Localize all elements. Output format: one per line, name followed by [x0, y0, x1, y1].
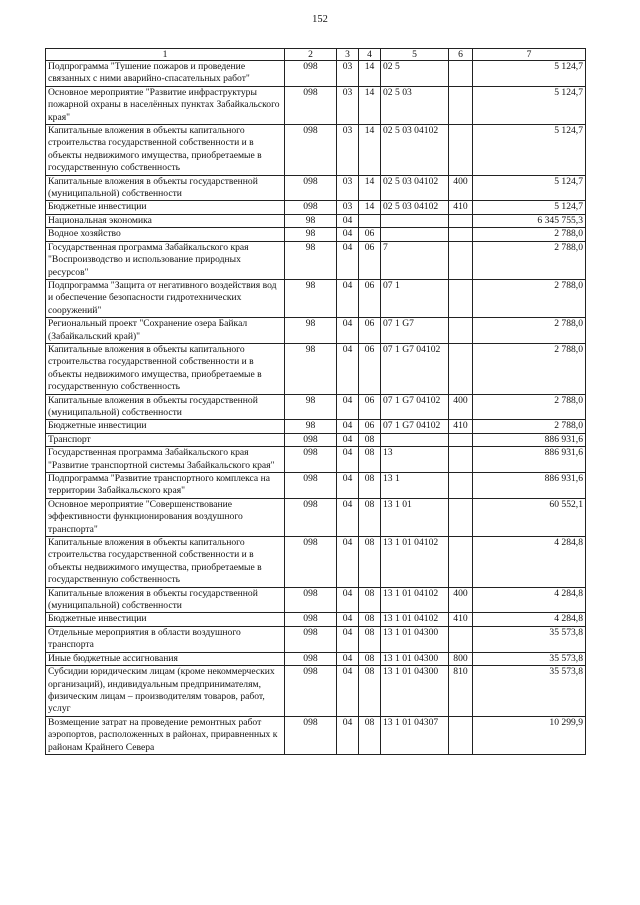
amount-cell: 4 284,8 [473, 613, 586, 626]
admin-code-cell: 98 [285, 241, 337, 279]
amount-cell: 2 788,0 [473, 279, 586, 317]
admin-code-cell: 098 [285, 666, 337, 717]
admin-code-cell: 98 [285, 228, 337, 241]
subsection-cell: 08 [359, 447, 381, 473]
row-name-cell: Транспорт [46, 433, 285, 446]
amount-cell: 6 345 755,3 [473, 214, 586, 227]
subsection-cell: 08 [359, 613, 381, 626]
section-cell: 04 [337, 537, 359, 588]
section-cell: 04 [337, 420, 359, 433]
section-cell: 03 [337, 201, 359, 214]
target-article-cell [381, 228, 449, 241]
expense-type-cell [449, 241, 473, 279]
table-header-row [46, 49, 586, 61]
admin-code-cell: 098 [285, 626, 337, 652]
table-row [46, 420, 586, 433]
row-name-cell: Капитальные вложения в объекты капитального строительства государственной собственности и в объекты недвижимого имущества, приобретаемые в государственную собственность [46, 537, 285, 588]
row-name-cell: Капитальные вложения в объекты государственной (муниципальной) собственности [46, 587, 285, 613]
table-row [46, 228, 586, 241]
admin-code-cell: 98 [285, 214, 337, 227]
section-cell: 04 [337, 666, 359, 717]
section-cell: 04 [337, 613, 359, 626]
table-row [46, 498, 586, 536]
table-row [46, 537, 586, 588]
expense-type-cell: 410 [449, 201, 473, 214]
amount-cell: 2 788,0 [473, 420, 586, 433]
target-article-cell: 07 1 G7 04102 [381, 394, 449, 420]
admin-code-cell: 98 [285, 343, 337, 394]
target-article-cell [381, 214, 449, 227]
section-cell: 03 [337, 125, 359, 176]
target-article-cell: 02 5 03 04102 [381, 201, 449, 214]
amount-cell: 886 931,6 [473, 473, 586, 499]
admin-code-cell: 098 [285, 86, 337, 124]
section-cell: 04 [337, 214, 359, 227]
row-name-cell: Иные бюджетные ассигнования [46, 652, 285, 665]
subsection-cell: 14 [359, 175, 381, 201]
expense-type-cell [449, 86, 473, 124]
admin-code-cell: 098 [285, 175, 337, 201]
amount-cell: 35 573,8 [473, 626, 586, 652]
admin-code-cell: 098 [285, 125, 337, 176]
subsection-cell: 14 [359, 86, 381, 124]
amount-cell: 5 124,7 [473, 125, 586, 176]
table-row [46, 652, 586, 665]
expense-type-cell [449, 279, 473, 317]
amount-cell: 2 788,0 [473, 241, 586, 279]
row-name-cell: Подпрограмма "Развитие транспортного комплекса на территории Забайкальского края" [46, 473, 285, 499]
section-cell: 04 [337, 587, 359, 613]
subsection-cell: 08 [359, 626, 381, 652]
table-row [46, 241, 586, 279]
admin-code-cell: 098 [285, 61, 337, 87]
row-name-cell: Основное мероприятие "Совершенствование эффективности функционирования воздушного транспорта" [46, 498, 285, 536]
row-name-cell: Отдельные мероприятия в области воздушного транспорта [46, 626, 285, 652]
column-header: 2 [285, 49, 337, 61]
expense-type-cell: 400 [449, 394, 473, 420]
table-row [46, 86, 586, 124]
target-article-cell: 02 5 03 04102 [381, 125, 449, 176]
column-header: 3 [337, 49, 359, 61]
section-cell: 04 [337, 241, 359, 279]
table-row [46, 473, 586, 499]
section-cell: 04 [337, 279, 359, 317]
expense-type-cell [449, 626, 473, 652]
admin-code-cell: 098 [285, 587, 337, 613]
subsection-cell: 06 [359, 318, 381, 344]
row-name-cell: Бюджетные инвестиции [46, 201, 285, 214]
table-row [46, 279, 586, 317]
target-article-cell: 13 1 01 04102 [381, 613, 449, 626]
subsection-cell: 08 [359, 716, 381, 754]
expense-type-cell [449, 61, 473, 87]
row-name-cell: Государственная программа Забайкальского края "Воспроизводство и использование природных ресурсов" [46, 241, 285, 279]
target-article-cell: 02 5 03 04102 [381, 175, 449, 201]
section-cell: 04 [337, 498, 359, 536]
target-article-cell: 13 1 01 04307 [381, 716, 449, 754]
column-header: 5 [381, 49, 449, 61]
subsection-cell: 06 [359, 420, 381, 433]
section-cell: 04 [337, 433, 359, 446]
subsection-cell: 08 [359, 652, 381, 665]
expense-type-cell [449, 125, 473, 176]
target-article-cell: 13 1 01 04102 [381, 537, 449, 588]
amount-cell: 5 124,7 [473, 61, 586, 87]
section-cell: 04 [337, 652, 359, 665]
expense-type-cell: 810 [449, 666, 473, 717]
subsection-cell: 06 [359, 241, 381, 279]
target-article-cell: 07 1 G7 [381, 318, 449, 344]
expense-type-cell: 410 [449, 420, 473, 433]
target-article-cell: 07 1 [381, 279, 449, 317]
table-row [46, 626, 586, 652]
row-name-cell: Бюджетные инвестиции [46, 613, 285, 626]
admin-code-cell: 98 [285, 279, 337, 317]
admin-code-cell: 098 [285, 652, 337, 665]
expense-type-cell [449, 343, 473, 394]
amount-cell: 5 124,7 [473, 201, 586, 214]
table-row [46, 666, 586, 717]
amount-cell: 5 124,7 [473, 86, 586, 124]
table-row [46, 613, 586, 626]
section-cell: 04 [337, 343, 359, 394]
subsection-cell: 06 [359, 228, 381, 241]
table-row [46, 318, 586, 344]
expense-type-cell [449, 537, 473, 588]
table-row [46, 447, 586, 473]
table-body [46, 61, 586, 755]
amount-cell: 2 788,0 [473, 343, 586, 394]
target-article-cell: 13 1 01 04300 [381, 652, 449, 665]
table-row [46, 214, 586, 227]
target-article-cell: 07 1 G7 04102 [381, 420, 449, 433]
subsection-cell: 08 [359, 498, 381, 536]
expense-type-cell [449, 473, 473, 499]
section-cell: 03 [337, 61, 359, 87]
subsection-cell [359, 214, 381, 227]
row-name-cell: Подпрограмма "Защита от негативного воздействия вод и обеспечение безопасности гидротехнических сооружений" [46, 279, 285, 317]
amount-cell: 2 788,0 [473, 394, 586, 420]
row-name-cell: Водное хозяйство [46, 228, 285, 241]
column-header: 7 [473, 49, 586, 61]
table-row [46, 716, 586, 754]
row-name-cell: Капитальные вложения в объекты государственной (муниципальной) собственности [46, 175, 285, 201]
expense-type-cell [449, 214, 473, 227]
admin-code-cell: 098 [285, 537, 337, 588]
row-name-cell: Капитальные вложения в объекты капитального строительства государственной собственности и в объекты недвижимого имущества, приобретаемые в государственную собственность [46, 343, 285, 394]
table-row [46, 201, 586, 214]
subsection-cell: 14 [359, 201, 381, 214]
expense-type-cell: 400 [449, 175, 473, 201]
subsection-cell: 06 [359, 394, 381, 420]
admin-code-cell: 098 [285, 716, 337, 754]
target-article-cell: 13 1 01 04102 [381, 587, 449, 613]
amount-cell: 886 931,6 [473, 447, 586, 473]
amount-cell: 2 788,0 [473, 318, 586, 344]
table-row [46, 61, 586, 87]
table-row [46, 343, 586, 394]
amount-cell: 60 552,1 [473, 498, 586, 536]
target-article-cell: 13 1 [381, 473, 449, 499]
section-cell: 04 [337, 716, 359, 754]
expense-type-cell: 400 [449, 587, 473, 613]
amount-cell: 10 299,9 [473, 716, 586, 754]
column-header: 6 [449, 49, 473, 61]
amount-cell: 35 573,8 [473, 652, 586, 665]
expense-type-cell [449, 433, 473, 446]
row-name-cell: Основное мероприятие "Развитие инфраструктуры пожарной охраны в населённых пунктах Забайкальского края" [46, 86, 285, 124]
page-number: 152 [312, 14, 328, 25]
target-article-cell: 7 [381, 241, 449, 279]
admin-code-cell: 98 [285, 318, 337, 344]
target-article-cell: 13 1 01 04300 [381, 666, 449, 717]
expense-type-cell [449, 447, 473, 473]
admin-code-cell: 98 [285, 394, 337, 420]
row-name-cell: Национальная экономика [46, 214, 285, 227]
subsection-cell: 08 [359, 473, 381, 499]
target-article-cell: 07 1 G7 04102 [381, 343, 449, 394]
admin-code-cell: 098 [285, 473, 337, 499]
expense-type-cell [449, 318, 473, 344]
column-header: 4 [359, 49, 381, 61]
row-name-cell: Капитальные вложения в объекты государственной (муниципальной) собственности [46, 394, 285, 420]
expense-type-cell [449, 716, 473, 754]
section-cell: 04 [337, 626, 359, 652]
table-row [46, 394, 586, 420]
amount-cell: 886 931,6 [473, 433, 586, 446]
target-article-cell: 13 1 01 04300 [381, 626, 449, 652]
admin-code-cell: 098 [285, 433, 337, 446]
table-row [46, 433, 586, 446]
expense-type-cell: 410 [449, 613, 473, 626]
section-cell: 04 [337, 228, 359, 241]
subsection-cell: 08 [359, 433, 381, 446]
subsection-cell: 08 [359, 587, 381, 613]
row-name-cell: Возмещение затрат на проведение ремонтных работ аэропортов, расположенных в районах, приравненных к районам Крайнего Севера [46, 716, 285, 754]
expense-type-cell [449, 228, 473, 241]
admin-code-cell: 098 [285, 613, 337, 626]
section-cell: 04 [337, 318, 359, 344]
row-name-cell: Подпрограмма "Тушение пожаров и проведение связанных с ними аварийно-спасательных работ" [46, 61, 285, 87]
admin-code-cell: 098 [285, 498, 337, 536]
amount-cell: 5 124,7 [473, 175, 586, 201]
subsection-cell: 08 [359, 537, 381, 588]
subsection-cell: 14 [359, 61, 381, 87]
subsection-cell: 08 [359, 666, 381, 717]
amount-cell: 35 573,8 [473, 666, 586, 717]
admin-code-cell: 098 [285, 447, 337, 473]
column-header: 1 [46, 49, 285, 61]
subsection-cell: 06 [359, 279, 381, 317]
section-cell: 03 [337, 175, 359, 201]
section-cell: 04 [337, 473, 359, 499]
subsection-cell: 14 [359, 125, 381, 176]
target-article-cell: 02 5 [381, 61, 449, 87]
row-name-cell: Субсидии юридическим лицам (кроме некоммерческих организаций), индивидуальным предпринимателям, физическим лицам – производителям товаров, работ, услуг [46, 666, 285, 717]
table-row [46, 125, 586, 176]
section-cell: 04 [337, 447, 359, 473]
section-cell: 04 [337, 394, 359, 420]
amount-cell: 2 788,0 [473, 228, 586, 241]
target-article-cell [381, 433, 449, 446]
target-article-cell: 13 [381, 447, 449, 473]
admin-code-cell: 98 [285, 420, 337, 433]
expense-type-cell [449, 498, 473, 536]
section-cell: 03 [337, 86, 359, 124]
table-row [46, 587, 586, 613]
target-article-cell: 02 5 03 [381, 86, 449, 124]
table-row [46, 175, 586, 201]
subsection-cell: 06 [359, 343, 381, 394]
row-name-cell: Капитальные вложения в объекты капитального строительства государственной собственности и в объекты недвижимого имущества, приобретаемые в государственную собственность [46, 125, 285, 176]
row-name-cell: Государственная программа Забайкальского края "Развитие транспортной системы Забайкальского края" [46, 447, 285, 473]
target-article-cell: 13 1 01 [381, 498, 449, 536]
budget-table [45, 48, 586, 755]
amount-cell: 4 284,8 [473, 537, 586, 588]
row-name-cell: Региональный проект "Сохранение озера Байкал (Забайкальский край)" [46, 318, 285, 344]
row-name-cell: Бюджетные инвестиции [46, 420, 285, 433]
expense-type-cell: 800 [449, 652, 473, 665]
admin-code-cell: 098 [285, 201, 337, 214]
amount-cell: 4 284,8 [473, 587, 586, 613]
